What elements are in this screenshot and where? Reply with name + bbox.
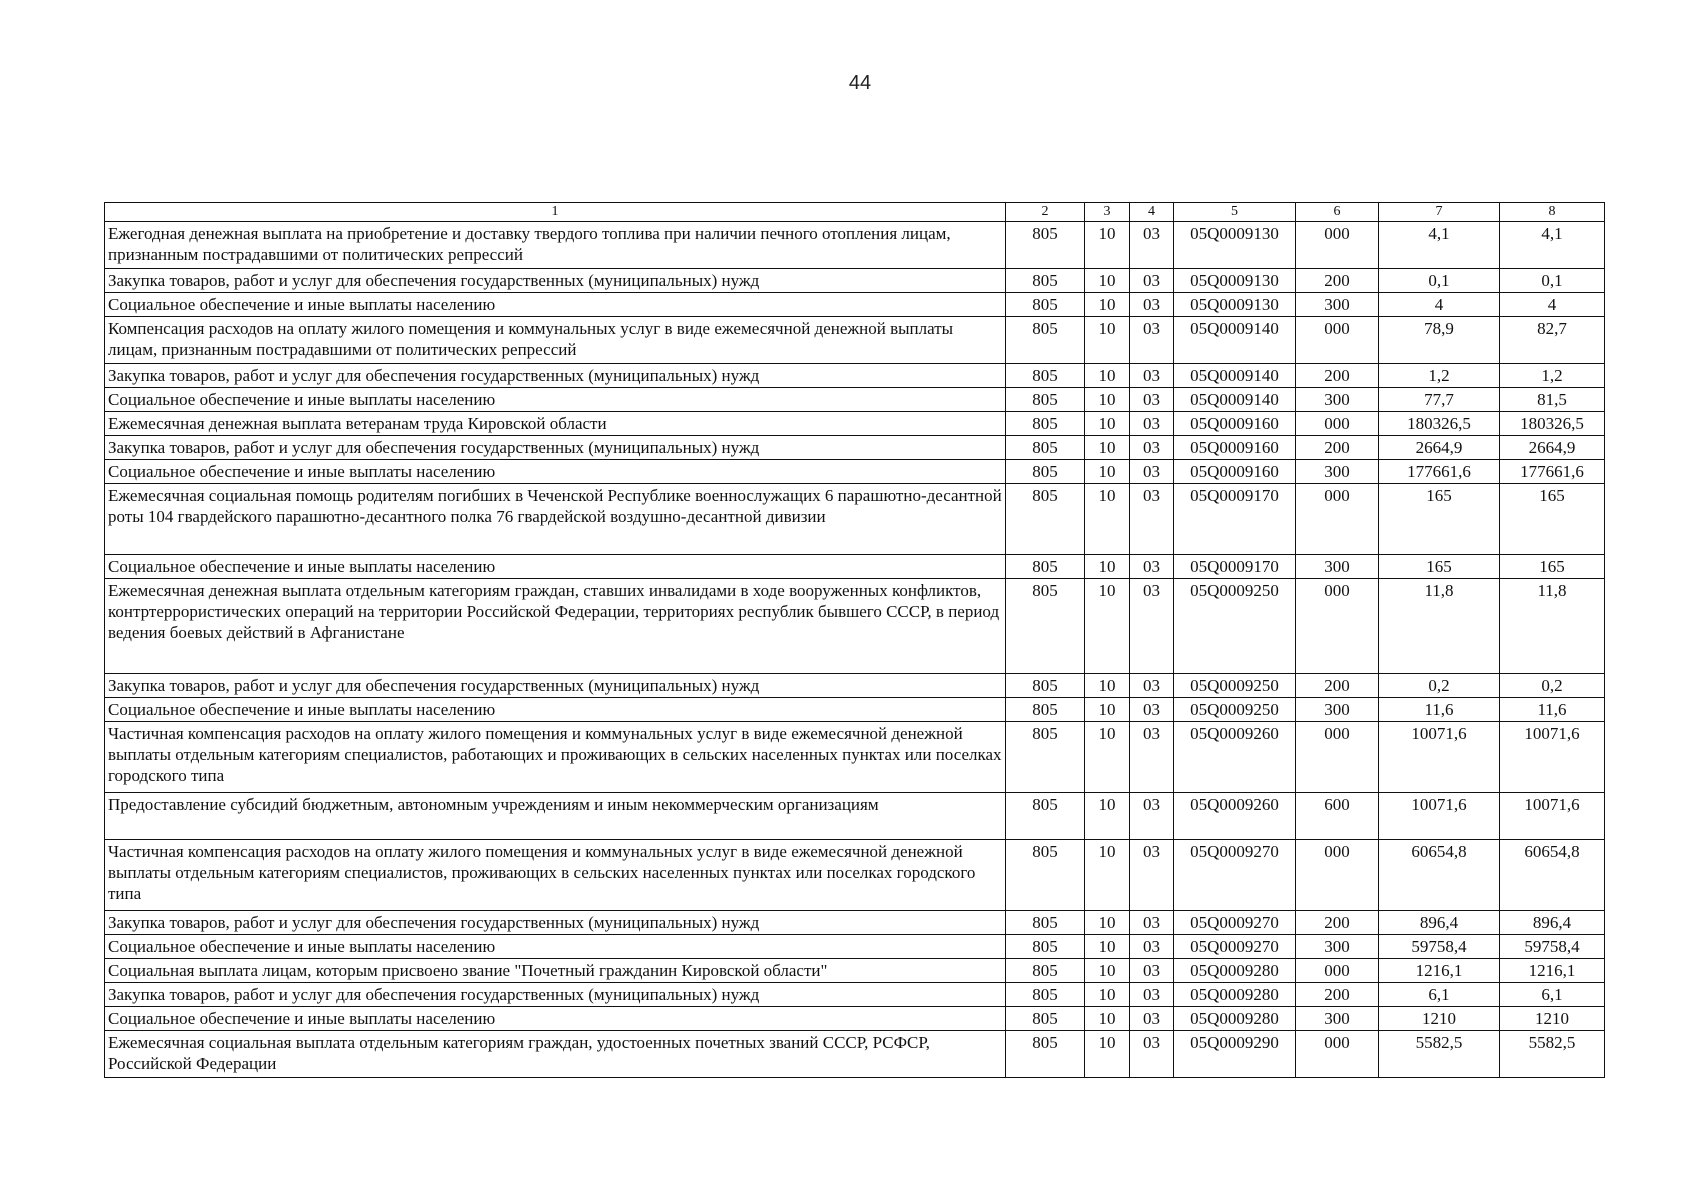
row-name: Закупка товаров, работ и услуг для обеспечения государственных (муниципальных) нужд <box>105 436 1006 460</box>
table-row <box>105 1031 1605 1078</box>
column-header: 7 <box>1379 203 1500 222</box>
cell-amount-year1: 11,6 <box>1379 698 1500 722</box>
cell-amount-year1: 11,8 <box>1379 579 1500 674</box>
cell-expense-type: 300 <box>1296 935 1379 959</box>
cell-subsection: 03 <box>1130 222 1174 269</box>
cell-amount-year1: 165 <box>1379 555 1500 579</box>
cell-section: 10 <box>1085 412 1130 436</box>
cell-target-article: 05Q0009250 <box>1174 674 1296 698</box>
cell-amount-year1: 0,2 <box>1379 674 1500 698</box>
cell-section: 10 <box>1085 983 1130 1007</box>
cell-amount-year2: 11,8 <box>1500 579 1605 674</box>
cell-amount-year2: 10071,6 <box>1500 793 1605 840</box>
row-name: Социальное обеспечение и иные выплаты населению <box>105 388 1006 412</box>
cell-section: 10 <box>1085 1031 1130 1078</box>
table-row <box>105 484 1605 555</box>
cell-ministry-code: 805 <box>1006 1031 1085 1078</box>
cell-subsection: 03 <box>1130 388 1174 412</box>
cell-subsection: 03 <box>1130 1031 1174 1078</box>
row-name: Ежемесячная социальная выплата отдельным категориям граждан, удостоенных почетных званий СССР, РСФСР, Российской Федерации <box>105 1031 1006 1078</box>
column-header: 1 <box>105 203 1006 222</box>
column-header: 3 <box>1085 203 1130 222</box>
cell-subsection: 03 <box>1130 412 1174 436</box>
row-name: Закупка товаров, работ и услуг для обеспечения государственных (муниципальных) нужд <box>105 269 1006 293</box>
column-header: 6 <box>1296 203 1379 222</box>
cell-amount-year2: 6,1 <box>1500 983 1605 1007</box>
table-row <box>105 579 1605 674</box>
cell-amount-year1: 177661,6 <box>1379 460 1500 484</box>
cell-amount-year2: 165 <box>1500 555 1605 579</box>
cell-target-article: 05Q0009170 <box>1174 484 1296 555</box>
cell-target-article: 05Q0009280 <box>1174 983 1296 1007</box>
cell-ministry-code: 805 <box>1006 436 1085 460</box>
cell-expense-type: 200 <box>1296 436 1379 460</box>
column-header: 2 <box>1006 203 1085 222</box>
cell-target-article: 05Q0009280 <box>1174 959 1296 983</box>
cell-subsection: 03 <box>1130 484 1174 555</box>
row-name: Ежемесячная денежная выплата отдельным категориям граждан, ставших инвалидами в ходе вооруженных конфликтов, контртеррористических операций на территории Российской Федерации, территориях республик бывшего СССР, в период ведения боевых действий в Афганистане <box>105 579 1006 674</box>
row-name: Социальное обеспечение и иные выплаты населению <box>105 698 1006 722</box>
cell-target-article: 05Q0009140 <box>1174 317 1296 364</box>
cell-target-article: 05Q0009160 <box>1174 412 1296 436</box>
cell-amount-year2: 11,6 <box>1500 698 1605 722</box>
cell-section: 10 <box>1085 579 1130 674</box>
cell-amount-year1: 1,2 <box>1379 364 1500 388</box>
cell-amount-year2: 1216,1 <box>1500 959 1605 983</box>
cell-section: 10 <box>1085 555 1130 579</box>
table-row <box>105 674 1605 698</box>
cell-target-article: 05Q0009160 <box>1174 460 1296 484</box>
cell-target-article: 05Q0009160 <box>1174 436 1296 460</box>
cell-target-article: 05Q0009130 <box>1174 269 1296 293</box>
cell-amount-year2: 82,7 <box>1500 317 1605 364</box>
cell-target-article: 05Q0009250 <box>1174 698 1296 722</box>
cell-ministry-code: 805 <box>1006 793 1085 840</box>
cell-amount-year2: 896,4 <box>1500 911 1605 935</box>
cell-target-article: 05Q0009270 <box>1174 911 1296 935</box>
cell-expense-type: 300 <box>1296 460 1379 484</box>
cell-ministry-code: 805 <box>1006 1007 1085 1031</box>
cell-ministry-code: 805 <box>1006 959 1085 983</box>
cell-amount-year1: 78,9 <box>1379 317 1500 364</box>
cell-section: 10 <box>1085 674 1130 698</box>
cell-amount-year1: 77,7 <box>1379 388 1500 412</box>
cell-expense-type: 300 <box>1296 293 1379 317</box>
row-name: Ежемесячная денежная выплата ветеранам труда Кировской области <box>105 412 1006 436</box>
cell-section: 10 <box>1085 1007 1130 1031</box>
cell-amount-year2: 165 <box>1500 484 1605 555</box>
cell-subsection: 03 <box>1130 983 1174 1007</box>
cell-expense-type: 200 <box>1296 364 1379 388</box>
cell-ministry-code: 805 <box>1006 317 1085 364</box>
cell-expense-type: 200 <box>1296 911 1379 935</box>
table-row <box>105 793 1605 840</box>
cell-expense-type: 000 <box>1296 222 1379 269</box>
table-row <box>105 412 1605 436</box>
cell-ministry-code: 805 <box>1006 722 1085 793</box>
row-name: Ежемесячная социальная помощь родителям погибших в Чеченской Республике военнослужащих 6 парашютно-десантной роты 104 гвардейского парашютно-десантного полка 76 гвардейской воздушно-десантной дивизии <box>105 484 1006 555</box>
cell-expense-type: 200 <box>1296 674 1379 698</box>
cell-section: 10 <box>1085 436 1130 460</box>
cell-amount-year1: 0,1 <box>1379 269 1500 293</box>
cell-ministry-code: 805 <box>1006 388 1085 412</box>
cell-section: 10 <box>1085 317 1130 364</box>
row-name: Социальное обеспечение и иные выплаты населению <box>105 460 1006 484</box>
cell-target-article: 05Q0009260 <box>1174 793 1296 840</box>
table-row <box>105 935 1605 959</box>
cell-amount-year1: 4,1 <box>1379 222 1500 269</box>
row-name: Социальная выплата лицам, которым присвоено звание "Почетный гражданин Кировской области" <box>105 959 1006 983</box>
row-name: Компенсация расходов на оплату жилого помещения и коммунальных услуг в виде ежемесячной денежной выплаты лицам, признанным пострадавшими от политических репрессий <box>105 317 1006 364</box>
cell-expense-type: 000 <box>1296 579 1379 674</box>
cell-target-article: 05Q0009290 <box>1174 1031 1296 1078</box>
row-name: Частичная компенсация расходов на оплату жилого помещения и коммунальных услуг в виде ежемесячной денежной выплаты отдельным категориям специалистов, проживающих в сельских населенных пунктах или поселках городского типа <box>105 840 1006 911</box>
cell-amount-year2: 177661,6 <box>1500 460 1605 484</box>
cell-amount-year1: 6,1 <box>1379 983 1500 1007</box>
cell-target-article: 05Q0009140 <box>1174 388 1296 412</box>
row-name: Закупка товаров, работ и услуг для обеспечения государственных (муниципальных) нужд <box>105 364 1006 388</box>
cell-expense-type: 600 <box>1296 793 1379 840</box>
row-name: Социальное обеспечение и иные выплаты населению <box>105 935 1006 959</box>
table-row <box>105 222 1605 269</box>
row-name: Частичная компенсация расходов на оплату жилого помещения и коммунальных услуг в виде ежемесячной денежной выплаты отдельным категориям специалистов, работающих и проживающих в сельских населенных пунктах или поселках городского типа <box>105 722 1006 793</box>
cell-amount-year1: 2664,9 <box>1379 436 1500 460</box>
cell-section: 10 <box>1085 484 1130 555</box>
cell-amount-year2: 180326,5 <box>1500 412 1605 436</box>
cell-subsection: 03 <box>1130 317 1174 364</box>
cell-target-article: 05Q0009140 <box>1174 364 1296 388</box>
row-name: Социальное обеспечение и иные выплаты населению <box>105 555 1006 579</box>
cell-amount-year1: 10071,6 <box>1379 793 1500 840</box>
cell-subsection: 03 <box>1130 722 1174 793</box>
cell-amount-year2: 4,1 <box>1500 222 1605 269</box>
row-name: Закупка товаров, работ и услуг для обеспечения государственных (муниципальных) нужд <box>105 911 1006 935</box>
table-row <box>105 293 1605 317</box>
cell-section: 10 <box>1085 293 1130 317</box>
row-name: Социальное обеспечение и иные выплаты населению <box>105 293 1006 317</box>
cell-expense-type: 300 <box>1296 388 1379 412</box>
cell-target-article: 05Q0009260 <box>1174 722 1296 793</box>
cell-amount-year2: 4 <box>1500 293 1605 317</box>
cell-target-article: 05Q0009270 <box>1174 935 1296 959</box>
cell-ministry-code: 805 <box>1006 222 1085 269</box>
cell-amount-year2: 81,5 <box>1500 388 1605 412</box>
cell-amount-year1: 1210 <box>1379 1007 1500 1031</box>
cell-section: 10 <box>1085 460 1130 484</box>
cell-section: 10 <box>1085 959 1130 983</box>
cell-subsection: 03 <box>1130 959 1174 983</box>
budget-table <box>104 202 1605 1078</box>
cell-ministry-code: 805 <box>1006 293 1085 317</box>
table-row <box>105 555 1605 579</box>
cell-target-article: 05Q0009170 <box>1174 555 1296 579</box>
cell-ministry-code: 805 <box>1006 698 1085 722</box>
cell-section: 10 <box>1085 222 1130 269</box>
cell-subsection: 03 <box>1130 269 1174 293</box>
cell-ministry-code: 805 <box>1006 911 1085 935</box>
cell-section: 10 <box>1085 388 1130 412</box>
cell-subsection: 03 <box>1130 911 1174 935</box>
cell-amount-year1: 1216,1 <box>1379 959 1500 983</box>
cell-target-article: 05Q0009250 <box>1174 579 1296 674</box>
cell-section: 10 <box>1085 698 1130 722</box>
table-row <box>105 698 1605 722</box>
table-row <box>105 1007 1605 1031</box>
cell-section: 10 <box>1085 935 1130 959</box>
cell-expense-type: 000 <box>1296 317 1379 364</box>
cell-amount-year1: 5582,5 <box>1379 1031 1500 1078</box>
cell-expense-type: 000 <box>1296 1031 1379 1078</box>
cell-ministry-code: 805 <box>1006 674 1085 698</box>
cell-target-article: 05Q0009270 <box>1174 840 1296 911</box>
cell-amount-year2: 10071,6 <box>1500 722 1605 793</box>
cell-ministry-code: 805 <box>1006 983 1085 1007</box>
cell-expense-type: 000 <box>1296 484 1379 555</box>
cell-amount-year1: 896,4 <box>1379 911 1500 935</box>
cell-expense-type: 300 <box>1296 698 1379 722</box>
cell-subsection: 03 <box>1130 840 1174 911</box>
cell-ministry-code: 805 <box>1006 484 1085 555</box>
cell-amount-year1: 180326,5 <box>1379 412 1500 436</box>
table-row <box>105 269 1605 293</box>
cell-subsection: 03 <box>1130 436 1174 460</box>
cell-expense-type: 300 <box>1296 555 1379 579</box>
cell-amount-year1: 10071,6 <box>1379 722 1500 793</box>
cell-amount-year2: 5582,5 <box>1500 1031 1605 1078</box>
cell-subsection: 03 <box>1130 1007 1174 1031</box>
table-row <box>105 840 1605 911</box>
cell-amount-year2: 2664,9 <box>1500 436 1605 460</box>
cell-amount-year2: 1,2 <box>1500 364 1605 388</box>
table-row <box>105 722 1605 793</box>
table-row <box>105 364 1605 388</box>
cell-amount-year2: 0,1 <box>1500 269 1605 293</box>
cell-ministry-code: 805 <box>1006 364 1085 388</box>
table-row <box>105 911 1605 935</box>
cell-expense-type: 000 <box>1296 840 1379 911</box>
header-row <box>105 203 1605 222</box>
cell-section: 10 <box>1085 364 1130 388</box>
cell-amount-year1: 4 <box>1379 293 1500 317</box>
cell-subsection: 03 <box>1130 674 1174 698</box>
table-row <box>105 959 1605 983</box>
column-header: 5 <box>1174 203 1296 222</box>
cell-expense-type: 000 <box>1296 412 1379 436</box>
cell-subsection: 03 <box>1130 935 1174 959</box>
table-row <box>105 388 1605 412</box>
table-row <box>105 983 1605 1007</box>
row-name: Закупка товаров, работ и услуг для обеспечения государственных (муниципальных) нужд <box>105 674 1006 698</box>
row-name: Предоставление субсидий бюджетным, автономным учреждениям и иным некоммерческим организациям <box>105 793 1006 840</box>
cell-expense-type: 200 <box>1296 269 1379 293</box>
column-header: 8 <box>1500 203 1605 222</box>
column-header: 4 <box>1130 203 1174 222</box>
cell-subsection: 03 <box>1130 460 1174 484</box>
table-row <box>105 460 1605 484</box>
cell-expense-type: 200 <box>1296 983 1379 1007</box>
cell-ministry-code: 805 <box>1006 840 1085 911</box>
cell-subsection: 03 <box>1130 793 1174 840</box>
cell-section: 10 <box>1085 840 1130 911</box>
cell-expense-type: 000 <box>1296 722 1379 793</box>
cell-expense-type: 300 <box>1296 1007 1379 1031</box>
cell-amount-year1: 165 <box>1379 484 1500 555</box>
cell-ministry-code: 805 <box>1006 460 1085 484</box>
cell-target-article: 05Q0009130 <box>1174 222 1296 269</box>
cell-subsection: 03 <box>1130 579 1174 674</box>
cell-section: 10 <box>1085 911 1130 935</box>
cell-amount-year1: 60654,8 <box>1379 840 1500 911</box>
page-number: 44 <box>848 72 872 94</box>
row-name: Закупка товаров, работ и услуг для обеспечения государственных (муниципальных) нужд <box>105 983 1006 1007</box>
cell-section: 10 <box>1085 793 1130 840</box>
row-name: Ежегодная денежная выплата на приобретение и доставку твердого топлива при наличии печного отопления лицам, признанным пострадавшими от политических репрессий <box>105 222 1006 269</box>
cell-section: 10 <box>1085 722 1130 793</box>
cell-expense-type: 000 <box>1296 959 1379 983</box>
cell-amount-year2: 60654,8 <box>1500 840 1605 911</box>
cell-section: 10 <box>1085 269 1130 293</box>
row-name: Социальное обеспечение и иные выплаты населению <box>105 1007 1006 1031</box>
cell-target-article: 05Q0009280 <box>1174 1007 1296 1031</box>
cell-ministry-code: 805 <box>1006 579 1085 674</box>
cell-amount-year2: 0,2 <box>1500 674 1605 698</box>
cell-ministry-code: 805 <box>1006 555 1085 579</box>
cell-ministry-code: 805 <box>1006 412 1085 436</box>
cell-subsection: 03 <box>1130 698 1174 722</box>
cell-amount-year2: 59758,4 <box>1500 935 1605 959</box>
cell-target-article: 05Q0009130 <box>1174 293 1296 317</box>
cell-ministry-code: 805 <box>1006 935 1085 959</box>
cell-subsection: 03 <box>1130 364 1174 388</box>
table-row <box>105 436 1605 460</box>
cell-amount-year2: 1210 <box>1500 1007 1605 1031</box>
cell-subsection: 03 <box>1130 293 1174 317</box>
table-row <box>105 317 1605 364</box>
cell-subsection: 03 <box>1130 555 1174 579</box>
cell-ministry-code: 805 <box>1006 269 1085 293</box>
cell-amount-year1: 59758,4 <box>1379 935 1500 959</box>
